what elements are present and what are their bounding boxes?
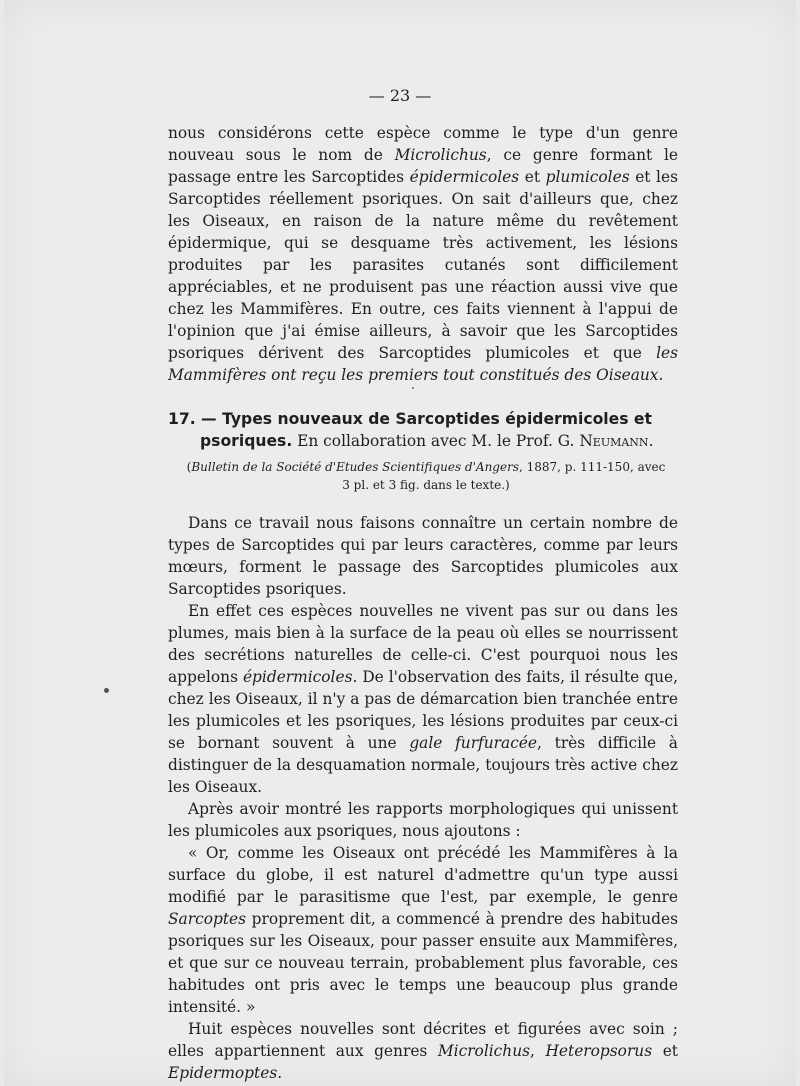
- term-epidermicoles: épidermicoles: [409, 168, 520, 186]
- section-number: 17.: [168, 410, 196, 428]
- genus-microlichus-2: Microlichus: [437, 1042, 531, 1060]
- p1-text-2: , ce genre formant le passage entre les Sarcoptides: [168, 146, 678, 186]
- term-plumicoles: plumicoles: [545, 168, 630, 186]
- citation-open: (: [186, 460, 192, 474]
- citation: [184, 458, 668, 494]
- p1-italic-conclusion: les Mammifères ont reçu les premiers tout constitués des Oiseaux.: [168, 344, 678, 384]
- genus-heteropsorus: Heteropsorus: [545, 1042, 653, 1060]
- main-text: [168, 512, 678, 1084]
- p5-text-1: « Or, comme les Oiseaux ont précédé les Mammifères à la surface du globe, il est naturel d'admettre qu'un type aussi modifié par le parasitisme que l'est, par exemple, le genre: [168, 844, 678, 906]
- paragraph-5-quote: [168, 842, 678, 1018]
- section-title-2: psoriques.: [200, 432, 293, 450]
- genus-epidermoptes: Epidermoptes: [168, 1064, 278, 1082]
- document-page: [4, 0, 796, 1086]
- genus-sarcoptes: Sarcoptes: [168, 910, 247, 928]
- p6-text-1: Huit espèces nouvelles sont décrites et figurées avec soin ; elles appartiennent aux genres: [168, 1020, 678, 1060]
- section-dash: —: [195, 410, 223, 428]
- p6-text-4: .: [277, 1064, 283, 1082]
- section-title-1: Types nouveaux de Sarcoptides épidermicoles et: [222, 410, 652, 428]
- p6-text-3: et: [652, 1042, 678, 1060]
- p1-text-4: et les Sarcoptides réellement psoriques. On sait d'ailleurs que, chez les Oiseaux, en raison de la nature même du revêtement épidermique, qui se desquame très activement, les lésions produites par les parasites cutanés sont difficilement appréciables, et ne produisent pas une réaction aussi vive que chez les Mammifères. En outre, ces faits viennent à l'appui de l'opinion que j'ai émise ailleurs, à savoir que les Sarcoptides psoriques dérivent des Sarcoptides plumicoles et que: [168, 168, 678, 362]
- section-period: .: [648, 432, 654, 450]
- speck: [412, 387, 414, 389]
- genus-microlichus: Microlichus: [394, 146, 487, 164]
- paragraph-6: [168, 1018, 678, 1084]
- p3-text-1: En effet ces espèces nouvelles ne vivent pas sur ou dans les plumes, mais bien à la surface de la peau où elles se nourrissent des secrétions naturelles de celle-ci. C'est pourquoi nous les appelons: [168, 602, 678, 686]
- paragraph-4: Après avoir montré les rapports morphologiques qui unissent les plumicoles aux psoriques, nous ajoutons :: [168, 800, 678, 840]
- section-collab: En collaboration avec M. le Prof. G.: [292, 432, 580, 450]
- page-number: — 23 —: [368, 86, 432, 105]
- section-author: Neumann: [579, 432, 649, 450]
- paragraph-1: [168, 122, 678, 386]
- p3-text-2: . De l'observation des faits, il résulte que, chez les Oiseaux, il n'y a pas de démarcation bien tranchée entre les plumicoles et les psoriques, les lésions produites par ceux-ci se bornant souvent à une: [168, 668, 678, 752]
- paragraph-3: [168, 600, 678, 798]
- p5-text-2: proprement dit, a commencé à prendre des habitudes psoriques sur les Oiseaux, pour passer ensuite aux Mammifères, et que sur ce nouveau terrain, probablement plus favorable, ces habitudes ont pris avec le temps une beaucoup plus grande intensité. »: [168, 910, 678, 1016]
- p3-text-3: , très difficile à distinguer de la desquamation normale, toujours très active chez les Oiseaux.: [168, 734, 678, 796]
- paragraph-2: Dans ce travail nous faisons connaître un certain nombre de types de Sarcoptides qui par leurs caractères, comme par leurs mœurs, forment le passage des Sarcoptides plumicoles aux Sarcoptides psoriques.: [168, 514, 678, 598]
- p1-text-3: et: [519, 168, 546, 186]
- term-epidermicoles-2: épidermicoles: [242, 668, 353, 686]
- section-heading: [168, 408, 678, 452]
- margin-dot: [104, 688, 109, 693]
- citation-source: Bulletin de la Société d'Etudes Scientifiques d'Angers: [191, 460, 519, 474]
- p6-text-2: ,: [530, 1042, 546, 1060]
- term-gale-furfuracee: gale furfuracée: [409, 734, 538, 752]
- citation-rest: , 1887, p. 111-150, avec 3 pl. et 3 fig. dans le texte.): [342, 460, 666, 492]
- p1-text-1: nous considérons cette espèce comme le type d'un genre nouveau sous le nom de: [168, 124, 678, 164]
